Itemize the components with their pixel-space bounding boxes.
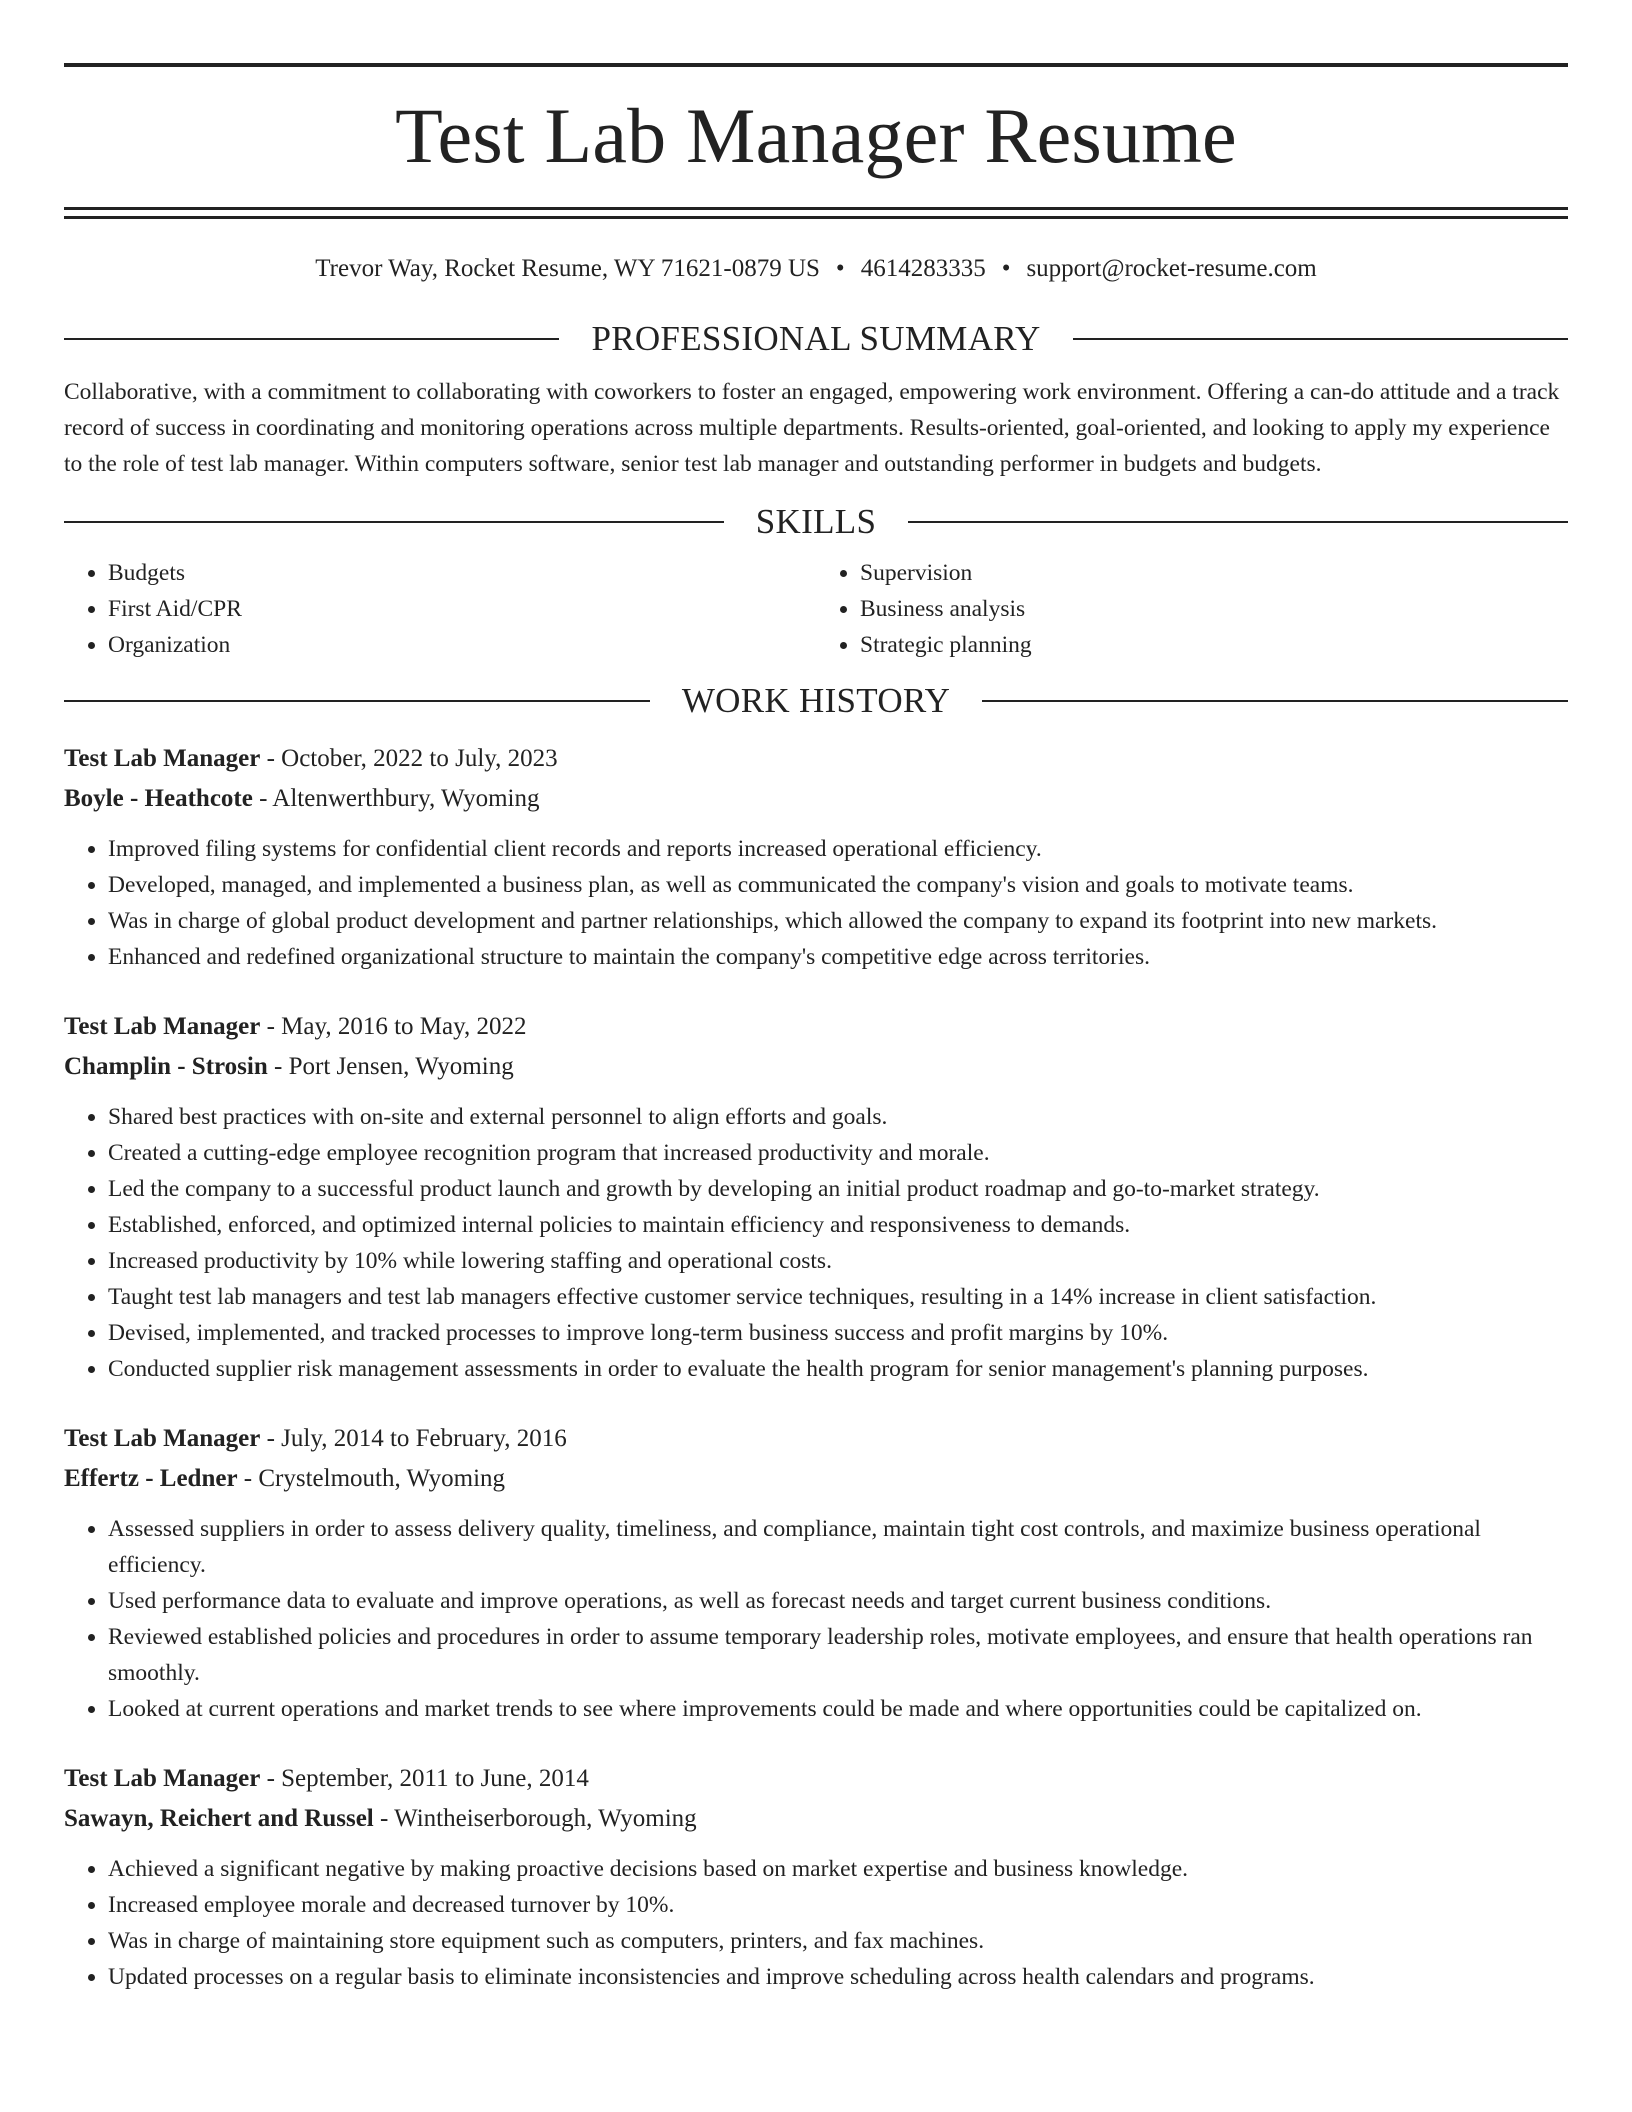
- page-title: Test Lab Manager Resume: [395, 92, 1237, 179]
- contact-address: Trevor Way, Rocket Resume, WY 71621-0879 US: [315, 255, 820, 282]
- skill-item: • Strategic planning: [860, 627, 1568, 663]
- skill-item: • Business analysis: [860, 591, 1568, 627]
- heading-rule-right: [1073, 338, 1568, 340]
- job-title: Test Lab Manager: [64, 1013, 261, 1040]
- job-bullets: [64, 1511, 1568, 1727]
- job-entry: [64, 1419, 1568, 1727]
- skill-item: • First Aid/CPR: [108, 591, 816, 627]
- job-dates: - October, 2022 to July, 2023: [260, 745, 558, 772]
- job-location: - Crystelmouth, Wyoming: [237, 1465, 506, 1492]
- job-bullet: • Conducted supplier risk management assessments in order to evaluate the health program for senior management's planning purposes.: [108, 1351, 1568, 1387]
- job-bullet: • Assessed suppliers in order to assess delivery quality, timeliness, and compliance, maintain tight cost controls, and maximize business operational efficiency.: [108, 1511, 1568, 1583]
- job-company-line: [64, 1047, 1568, 1087]
- job-entry: [64, 1007, 1568, 1387]
- job-bullet: • Increased employee morale and decreased turnover by 10%.: [108, 1887, 1568, 1923]
- title-double-rule: [64, 207, 1568, 219]
- job-title: Test Lab Manager: [64, 1425, 261, 1452]
- job-dates: - July, 2014 to February, 2016: [260, 1425, 567, 1452]
- job-entry: [64, 739, 1568, 975]
- skills-column-left: [64, 555, 816, 663]
- contact-email: support@rocket-resume.com: [1026, 255, 1317, 282]
- skill-item: • Supervision: [860, 555, 1568, 591]
- job-company: Sawayn, Reichert and Russel: [64, 1805, 374, 1832]
- job-company-line: [64, 1459, 1568, 1499]
- skill-item: • Budgets: [108, 555, 816, 591]
- job-bullet: • Used performance data to evaluate and improve operations, as well as forecast needs and target current business conditions.: [108, 1583, 1568, 1619]
- job-title: Test Lab Manager: [64, 745, 261, 772]
- summary-heading: PROFESSIONAL SUMMARY: [591, 319, 1041, 358]
- job-bullet: • Achieved a significant negative by making proactive decisions based on market expertise and business knowledge.: [108, 1851, 1568, 1887]
- job-bullet: • Established, enforced, and optimized internal policies to maintain efficiency and responsiveness to demands.: [108, 1207, 1568, 1243]
- job-bullet: • Looked at current operations and market trends to see where improvements could be made and where opportunities could be capitalized on.: [108, 1691, 1568, 1727]
- job-bullet: • Led the company to a successful product launch and growth by developing an initial product roadmap and go-to-market strategy.: [108, 1171, 1568, 1207]
- job-title-line: [64, 739, 1568, 779]
- heading-rule-left: [64, 521, 724, 523]
- job-title-line: [64, 1419, 1568, 1459]
- heading-rule-left: [64, 338, 559, 340]
- contact-line: [64, 252, 1568, 286]
- job-dates: - May, 2016 to May, 2022: [260, 1013, 527, 1040]
- skills-column-right: [816, 555, 1568, 663]
- job-bullet: • Increased productivity by 10% while lowering staffing and operational costs.: [108, 1243, 1568, 1279]
- job-bullet: • Enhanced and redefined organizational structure to maintain the company's competitive edge across territories.: [108, 939, 1568, 975]
- summary-text: Collaborative, with a commitment to collaborating with coworkers to foster an engaged, empowering work environment. Offering a can-do attitude and a track record of success in coordinating and monitoring operations across multiple departments. Results-oriented, goal-oriented, and looking to apply my experience to the role of test lab manager. Within computers software, senior test lab manager and outstanding performer in budgets and budgets.: [64, 379, 1560, 477]
- summary-section-heading: [64, 317, 1568, 361]
- contact-separator: •: [835, 255, 845, 282]
- contact-phone: 4614283335: [860, 255, 986, 282]
- job-bullets: [64, 1851, 1568, 1995]
- heading-rule-left: [64, 700, 650, 702]
- job-bullet: • Was in charge of maintaining store equipment such as computers, printers, and fax machines.: [108, 1923, 1568, 1959]
- job-bullets: [64, 831, 1568, 975]
- job-location: - Altenwerthbury, Wyoming: [252, 785, 540, 812]
- contact-separator: •: [1001, 255, 1011, 282]
- work-heading: WORK HISTORY: [681, 681, 951, 720]
- job-company: Boyle - Heathcote: [64, 785, 253, 812]
- job-bullet: • Was in charge of global product development and partner relationships, which allowed the company to expand its footprint into new markets.: [108, 903, 1568, 939]
- job-bullet: • Shared best practices with on-site and external personnel to align efforts and goals.: [108, 1099, 1568, 1135]
- job-company-line: [64, 1799, 1568, 1839]
- work-section-heading: [64, 679, 1568, 723]
- job-bullet: • Developed, managed, and implemented a business plan, as well as communicated the company's vision and goals to motivate teams.: [108, 867, 1568, 903]
- job-bullet: • Devised, implemented, and tracked processes to improve long-term business success and profit margins by 10%.: [108, 1315, 1568, 1351]
- skills-section-heading: [64, 500, 1568, 544]
- job-company-line: [64, 779, 1568, 819]
- job-dates: - September, 2011 to June, 2014: [260, 1765, 589, 1792]
- skills-list: [64, 555, 1568, 663]
- top-rule: [64, 63, 1568, 67]
- job-bullet: • Reviewed established policies and procedures in order to assume temporary leadership roles, motivate employees, and ensure that health operations ran smoothly.: [108, 1619, 1568, 1691]
- job-bullet: • Created a cutting-edge employee recognition program that increased productivity and morale.: [108, 1135, 1568, 1171]
- job-bullet: • Improved filing systems for confidential client records and reports increased operational efficiency.: [108, 831, 1568, 867]
- job-title-line: [64, 1007, 1568, 1047]
- job-location: - Port Jensen, Wyoming: [267, 1053, 514, 1080]
- heading-rule-right: [908, 521, 1568, 523]
- job-entry: [64, 1759, 1568, 1995]
- job-location: - Wintheiserborough, Wyoming: [373, 1805, 697, 1832]
- skills-heading: SKILLS: [755, 502, 877, 541]
- job-title-line: [64, 1759, 1568, 1799]
- skill-item: • Organization: [108, 627, 816, 663]
- job-bullet: • Updated processes on a regular basis to eliminate inconsistencies and improve scheduling across health calendars and programs.: [108, 1959, 1568, 1995]
- job-company: Effertz - Ledner: [64, 1465, 238, 1492]
- heading-rule-right: [982, 700, 1568, 702]
- job-company: Champlin - Strosin: [64, 1053, 268, 1080]
- job-bullet: • Taught test lab managers and test lab managers effective customer service techniques, resulting in a 14% increase in client satisfaction.: [108, 1279, 1568, 1315]
- job-title: Test Lab Manager: [64, 1765, 261, 1792]
- job-bullets: [64, 1099, 1568, 1387]
